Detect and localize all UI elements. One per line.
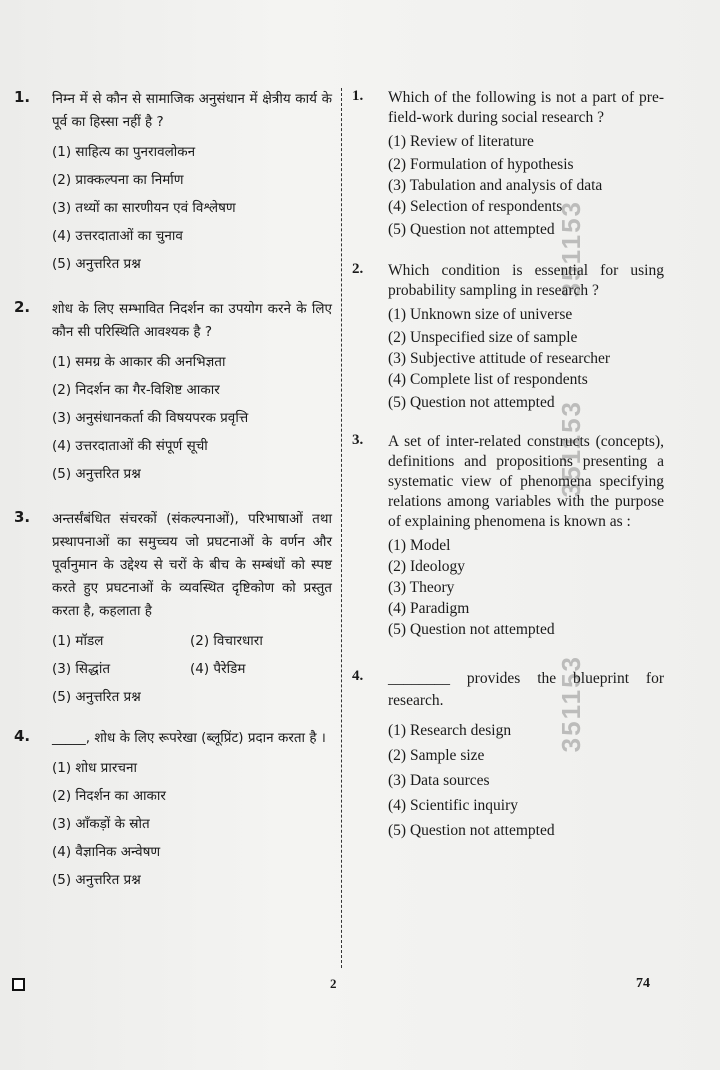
option-5[interactable]: (5) Question not attempted: [388, 393, 555, 411]
option-1[interactable]: (1) शोध प्रारचना: [52, 760, 137, 776]
option-3[interactable]: (3) Tabulation and analysis of data: [388, 177, 603, 194]
option-1[interactable]: (1) Model: [388, 537, 451, 554]
option-1[interactable]: (1) Review of literature: [388, 133, 534, 150]
question-stem: निम्न में से कौन से सामाजिक अनुसंधान में क्षेत्रीय कार्य के पूर्व का हिस्सा नहीं है ?: [52, 91, 332, 130]
question-english-1: [352, 88, 664, 241]
option-4[interactable]: (4) वैज्ञानिक अन्वेषण: [52, 844, 161, 860]
option-5[interactable]: (5) अनुत्तरित प्रश्न: [52, 872, 141, 888]
question-number: 4.: [352, 668, 364, 684]
question-stem: शोध के लिए सम्भावित निदर्शन का उपयोग करने के लिए कौन सी परिस्थिति आवश्यक है ?: [52, 301, 332, 340]
option-3[interactable]: (3) Data sources: [388, 772, 490, 789]
option-5[interactable]: (5) अनुत्तरित प्रश्न: [52, 466, 141, 482]
question-number: 2.: [14, 298, 31, 316]
watermark-serial-1: 351153: [556, 200, 586, 298]
question-number: 2.: [352, 261, 364, 277]
option-2[interactable]: (2) Formulation of hypothesis: [388, 155, 574, 173]
option-1[interactable]: (1) साहित्य का पुनरावलोकन: [52, 144, 196, 160]
question-number: 4.: [14, 727, 31, 745]
question-stem: अन्तर्संबंधित संचरकों (संकल्पनाओं), परिभाषाओं तथा प्रस्थापनाओं का समुच्चय जो प्रघटनाओं के वर्णन और पूर्वानुमान के उद्देश्य से चरों के बीच के सम्बंधों को स्पष्ट करते हुए प्रघटनाओं के व्यवस्थित दृष्टिकोण को प्रस्तुत करता है, कहलाता है: [52, 511, 332, 619]
option-2[interactable]: (2) विचारधारा: [190, 633, 263, 649]
column-divider: [341, 88, 343, 968]
option-1[interactable]: (1) Research design: [388, 722, 512, 739]
english-column: [352, 88, 664, 857]
question-number: 1.: [14, 88, 31, 106]
question-hindi-1: [14, 88, 332, 278]
option-2[interactable]: (2) Ideology: [388, 558, 466, 575]
option-5[interactable]: (5) अनुत्तरित प्रश्न: [52, 256, 141, 272]
question-stem: _____, शोध के लिए रूपरेखा (ब्लूप्रिंट) प्रदान करता है ।: [52, 730, 326, 746]
option-5[interactable]: (5) Question not attempted: [388, 822, 555, 839]
option-1[interactable]: (1) Unknown size of universe: [388, 306, 573, 323]
options-list: [52, 754, 332, 894]
option-5[interactable]: (5) अनुत्तरित प्रश्न: [52, 689, 141, 705]
option-2[interactable]: (2) Unspecified size of sample: [388, 328, 578, 346]
option-1[interactable]: (1) समग्र के आकार की अनभिज्ञता: [52, 354, 226, 370]
option-3[interactable]: (3) आँकड़ों के स्रोत: [52, 816, 150, 832]
question-hindi-3: [14, 508, 332, 711]
options-list: [388, 131, 664, 241]
question-stem: ________ provides the blueprint for research.: [388, 670, 664, 709]
option-2[interactable]: (2) निदर्शन का आकार: [52, 788, 166, 804]
question-english-4: [352, 668, 664, 843]
option-4[interactable]: (4) Complete list of respondents: [388, 371, 588, 388]
question-number: 3.: [14, 508, 31, 526]
question-hindi-2: [14, 298, 332, 488]
question-number: 1.: [352, 88, 364, 104]
watermark-serial-2: 351153: [556, 400, 586, 498]
question-stem: A set of inter-related constructs (concepts), definitions and propositions presenting a systematic view of phenomena specifying relations among variables with the purpose of explaining phenomena is known as :: [388, 433, 664, 530]
option-1[interactable]: (1) मॉडल: [52, 633, 104, 649]
option-4[interactable]: (4) उत्तरदाताओं की संपूर्ण सूची: [52, 438, 208, 454]
option-4[interactable]: (4) Selection of respondents: [388, 198, 563, 215]
options-list: [52, 138, 332, 278]
question-number: 3.: [352, 432, 364, 448]
question-stem: Which of the following is not a part of pre-field-work during social research ?: [388, 89, 664, 126]
option-5[interactable]: (5) Question not attempted: [388, 621, 555, 638]
options-grid: [52, 627, 332, 711]
options-list: [52, 348, 332, 488]
page-number: 2: [330, 976, 337, 991]
option-2[interactable]: (2) निदर्शन का गैर-विशिष्ट आकार: [52, 382, 220, 398]
question-hindi-4: [14, 727, 332, 894]
hindi-column: [14, 88, 332, 908]
option-2[interactable]: (2) प्राक्कल्पना का निर्माण: [52, 172, 184, 188]
options-list: [388, 718, 664, 843]
options-list: [388, 535, 664, 640]
option-3[interactable]: (3) Subjective attitude of researcher: [388, 350, 611, 367]
question-english-2: [352, 261, 664, 414]
options-list: [388, 304, 664, 414]
question-stem: Which condition is essential for using probability sampling in research ?: [388, 262, 664, 299]
option-5[interactable]: (5) Question not attempted: [388, 220, 555, 238]
question-english-3: [352, 432, 664, 640]
option-2[interactable]: (2) Sample size: [388, 747, 485, 764]
option-4[interactable]: (4) Paradigm: [388, 600, 470, 617]
option-3[interactable]: (3) अनुसंधानकर्ता की विषयपरक प्रवृत्ति: [52, 410, 249, 426]
option-4[interactable]: (4) उत्तरदाताओं का चुनाव: [52, 228, 183, 244]
option-3[interactable]: (3) तथ्यों का सारणीयन एवं विश्लेषण: [52, 200, 236, 216]
booklet-code: 74: [636, 976, 650, 991]
option-4[interactable]: (4) Scientific inquiry: [388, 797, 518, 814]
option-3[interactable]: (3) Theory: [388, 579, 455, 596]
watermark-serial-3: 351153: [556, 655, 586, 753]
option-4[interactable]: (4) पैरेडिम: [190, 661, 246, 677]
corner-marker: [12, 978, 25, 991]
option-3[interactable]: (3) सिद्धांत: [52, 661, 111, 677]
